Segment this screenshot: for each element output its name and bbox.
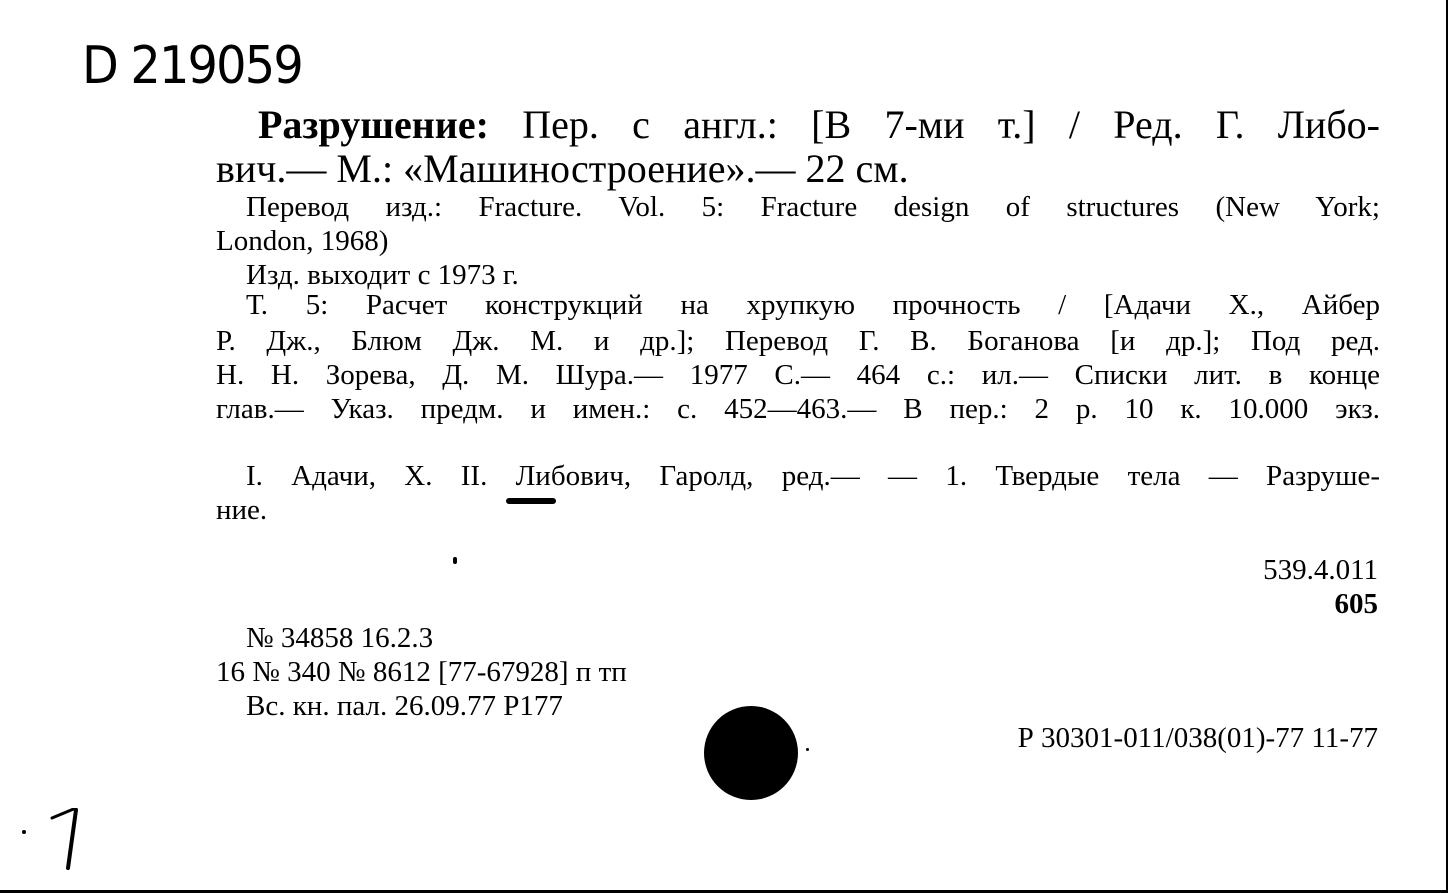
translation-note-line-2: London, 1968) [216,225,389,257]
title-bold: Разрушение: [258,102,489,147]
registration-line-2: 16 № 340 № 8612 [77-67928] п тп [216,656,627,688]
publication-start-note: Изд. выходит с 1973 г. [246,259,519,291]
card-punch-hole [704,706,798,800]
ink-dot [453,557,457,564]
title-line-1 [258,101,1380,148]
registration-line-1: № 34858 16.2.3 [246,622,434,654]
translation-note-line-1: Перевод изд.: Fracture. Vol. 5: Fracture design of structures (New York; [246,191,1380,223]
handwritten-mark [18,808,88,872]
call-number: D 219059 [82,36,302,96]
bbk-index: 605 [1334,588,1378,620]
volume-line-1: Т. 5: Расчет конструкций на хрупкую прочность / [Адачи Х., Айбер [246,289,1380,321]
tracings-line-1: I. Адачи, Х. II. Либович, Гаролд, ред.— — 1. Твердые тела — Разруше- [246,460,1380,492]
title-line-2: вич.— М.: «Машиностроение».— 22 см. [216,146,909,191]
udc-index: 539.4.011 [1263,554,1378,586]
volume-line-3: Н. Н. Зорева, Д. М. Шура.— 1977 С.— 464 с.: ил.— Списки лит. в конце [216,359,1380,391]
pen-underline-mark [506,498,556,504]
tracings-line-2: ние. [216,494,268,526]
publisher-code: Р 30301-011/038(01)-77 11-77 [1017,722,1378,754]
registration-line-3: Вс. кн. пал. 26.09.77 Р177 [246,690,563,722]
volume-line-4: глав.— Указ. предм. и имен.: с. 452—463.— В пер.: 2 р. 10 к. 10.000 экз. [216,393,1380,425]
volume-line-2: Р. Дж., Блюм Дж. М. и др.]; Перевод Г. В. Боганова [и др.]; Под ред. [216,325,1380,357]
title-line-1-rest: Пер. с англ.: [В 7-ми т.] / Ред. Г. Либо- [522,102,1381,147]
ink-dot-small [806,748,809,751]
